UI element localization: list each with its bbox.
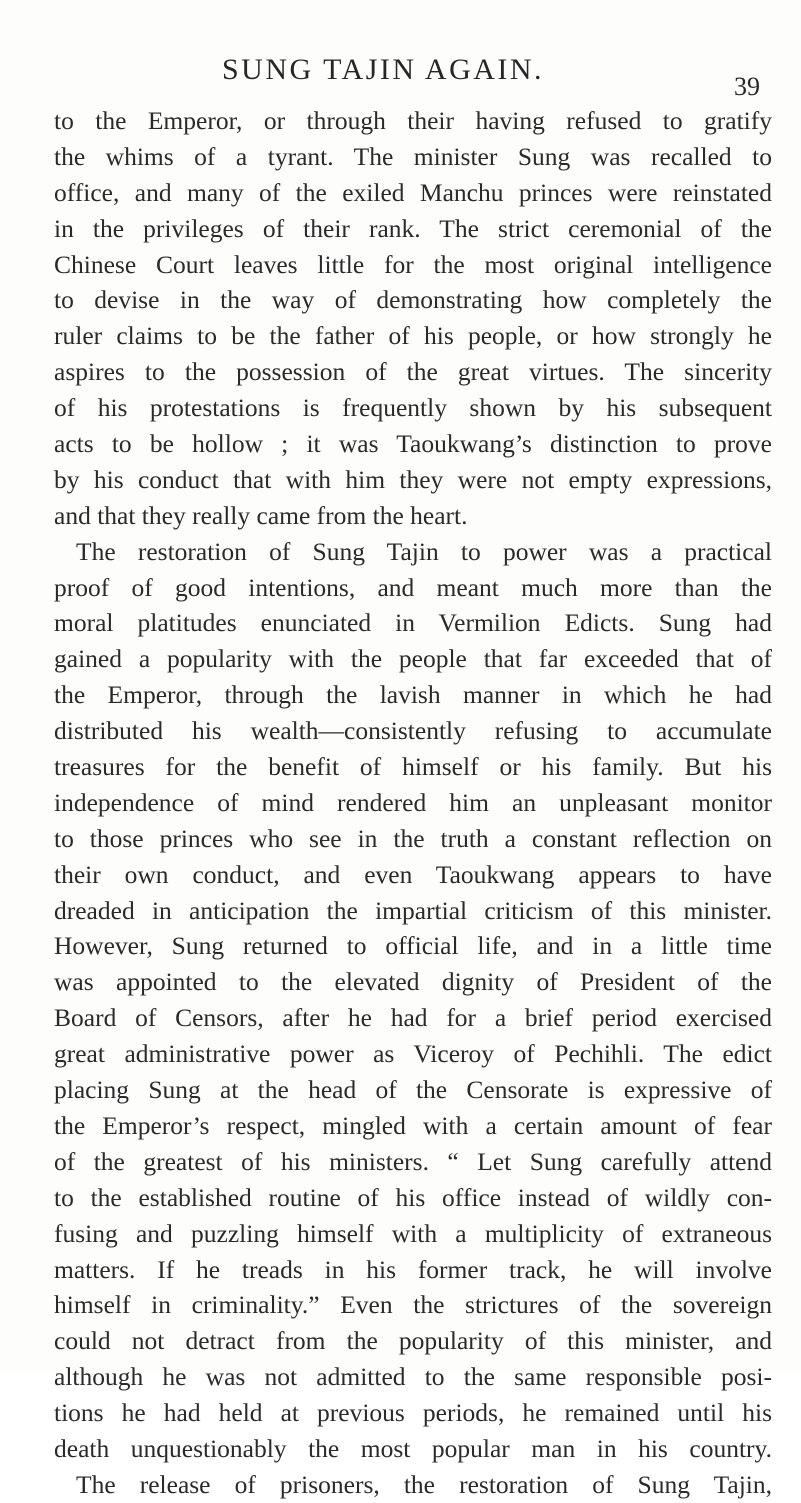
text-line: although he was not admitted to the same responsible posi- xyxy=(54,1362,772,1392)
text-line: moral platitudes enunciated in Vermilion Edicts. Sung had xyxy=(54,608,772,638)
text-line: the Emperor, through the lavish manner in which he had xyxy=(54,680,772,710)
text-line: great administrative power as Viceroy of Pechihli. The edict xyxy=(54,1039,772,1069)
text-line: of his protestations is frequently shown by his subsequent xyxy=(54,393,772,423)
text-line: in the privileges of their rank. The strict ceremonial of the xyxy=(54,213,772,243)
running-head xyxy=(0,52,801,101)
text-line: gained a popularity with the people that far exceeded that of xyxy=(54,644,772,674)
text-line: placing Sung at the head of the Censorate is expressive of xyxy=(54,1075,772,1105)
text-line: ruler claims to be the father of his people, or how strongly he xyxy=(54,321,772,351)
text-line: Chinese Court leaves little for the most original intelligence xyxy=(54,249,772,279)
text-line: and that they really came from the heart. xyxy=(54,500,468,530)
text-line: was appointed to the elevated dignity of President of the xyxy=(54,967,772,997)
text-line: fusing and puzzling himself with a multiplicity of extraneous xyxy=(54,1218,772,1248)
text-line: proof of good intentions, and meant much more than the xyxy=(54,572,772,602)
text-line: the whims of a tyrant. The minister Sung was recalled to xyxy=(54,141,772,171)
text-line: Board of Censors, after he had for a brief period exercised xyxy=(54,1003,772,1033)
text-line: by his conduct that with him they were not empty expressions, xyxy=(54,464,772,494)
page-number: 39 xyxy=(734,72,760,101)
text-line: could not detract from the popularity of this minister, and xyxy=(54,1326,772,1356)
text-line: the Emperor’s respect, mingled with a certain amount of fear xyxy=(54,1110,772,1140)
text-line: to the established routine of his office instead of wildly con- xyxy=(54,1182,772,1212)
text-line: to the Emperor, or through their having refused to gratify xyxy=(54,106,772,135)
text-line: death unquestionably the most popular man in his country. xyxy=(54,1433,772,1463)
text-line: to devise in the way of demonstrating how completely the xyxy=(54,285,772,315)
text-line: However, Sung returned to official life, and in a little time xyxy=(54,931,772,961)
text-line: of the greatest of his ministers. “ Let Sung carefully attend xyxy=(54,1146,772,1176)
text-line: matters. If he treads in his former track, he will involve xyxy=(54,1254,772,1284)
text-line: acts to be hollow ; it was Taoukwang’s distinction to prove xyxy=(54,429,772,459)
text-line: aspires to the possession of the great virtues. The sincerity xyxy=(54,357,772,387)
body-text xyxy=(54,103,772,1503)
text-line: their own conduct, and even Taoukwang appears to have xyxy=(54,859,772,889)
text-line: The release of prisoners, the restoration of Sung Tajin, xyxy=(76,1469,772,1499)
text-line: tions he had held at previous periods, he remained until his xyxy=(54,1398,772,1428)
text-line: office, and many of the exiled Manchu princes were reinstated xyxy=(54,177,772,207)
text-line: The restoration of Sung Tajin to power was a practical xyxy=(76,536,772,566)
text-line: treasures for the benefit of himself or his family. But his xyxy=(54,752,772,782)
text-line: himself in criminality.” Even the strictures of the sovereign xyxy=(54,1290,772,1320)
text-line: independence of mind rendered him an unpleasant monitor xyxy=(54,787,772,817)
running-title: SUNG TAJIN AGAIN. xyxy=(222,53,545,86)
text-line: to those princes who see in the truth a constant reflection on xyxy=(54,823,772,853)
text-line: dreaded in anticipation the impartial criticism of this minister. xyxy=(54,895,772,925)
text-line: distributed his wealth—consistently refusing to accumulate xyxy=(54,716,772,746)
